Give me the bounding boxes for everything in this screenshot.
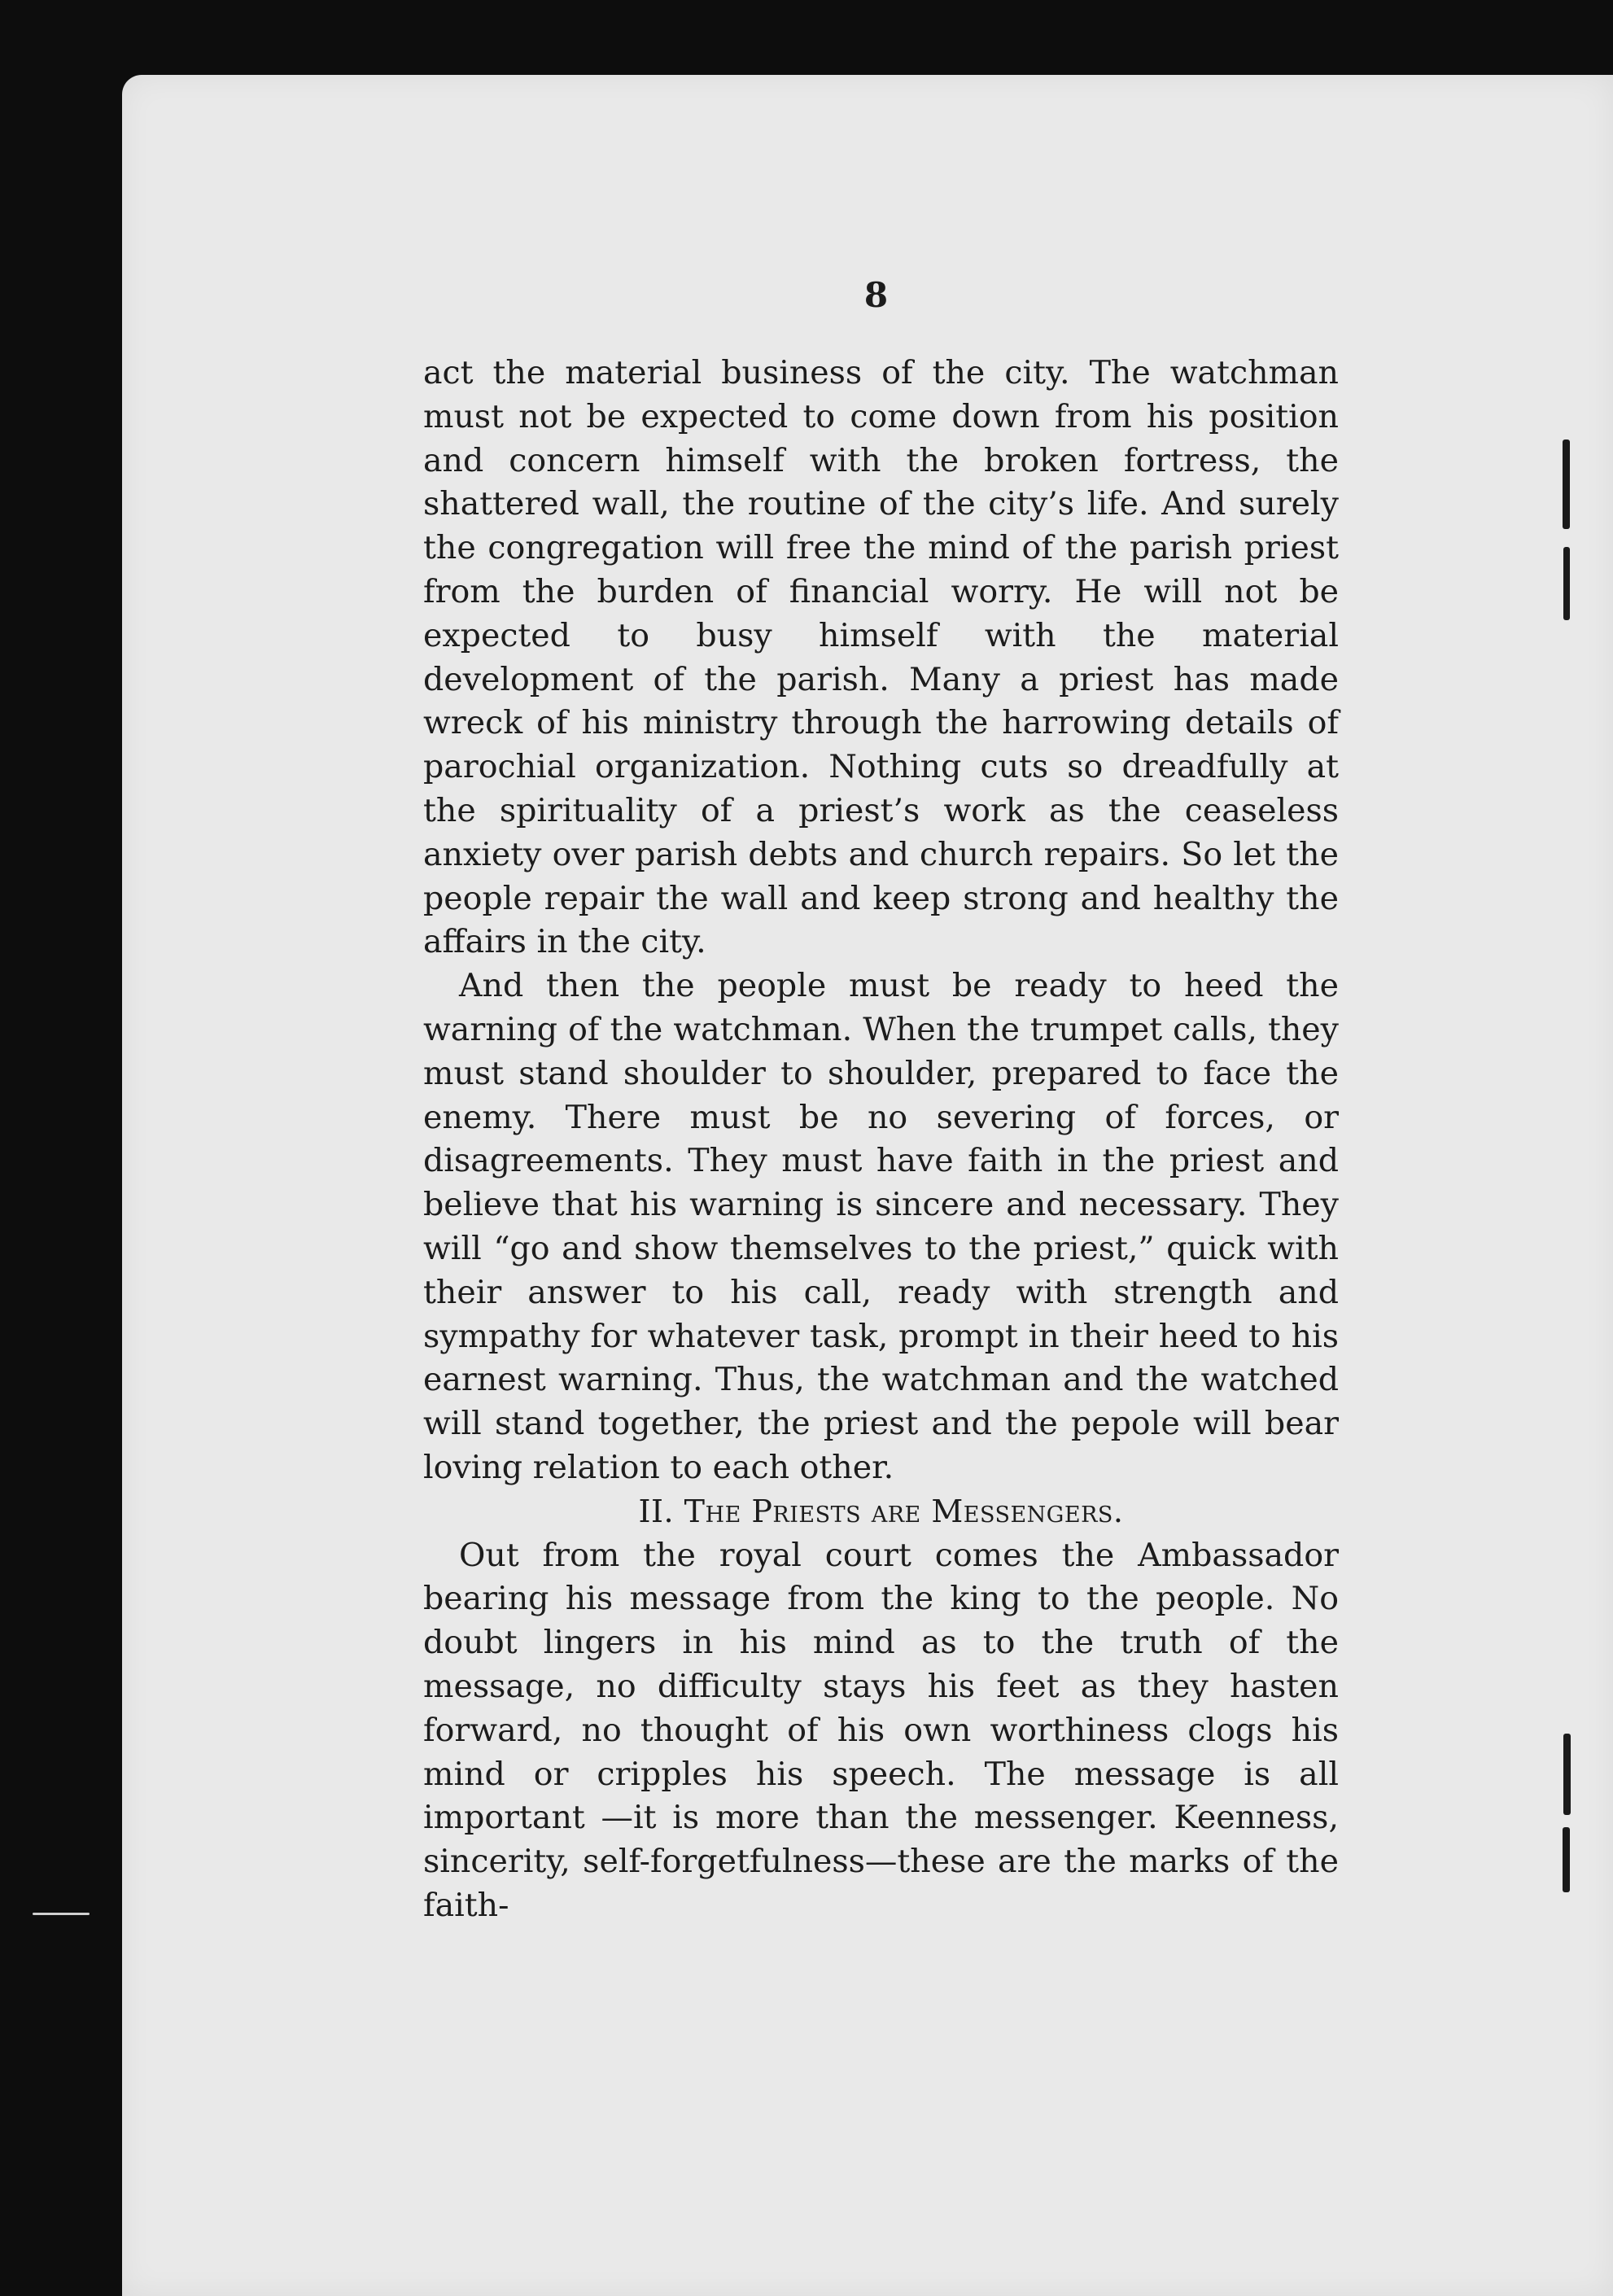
scan-mark (1563, 547, 1570, 620)
paragraph: Out from the royal court comes the Ambassador bearing his message from the king to the people. No doubt lingers in his mind as to the truth of the message, no difficulty stays his feet as they hasten forward, no thought of his own worthiness clogs his mind or cripples his speech. The message is all important —it is more than the messenger. Keenness, sincerity, self-forgetfulness—these are the marks of the faith- (423, 1536, 1339, 1924)
scan-mark (1563, 1827, 1570, 1892)
body-text (423, 352, 1339, 1928)
scan-mark (1563, 1734, 1571, 1815)
page-number: 8 (863, 275, 889, 315)
paragraph: act the material business of the city. The watchman must not be expected to come down from his position and concern himself with the broken fortress, the shattered wall, the routine of the city’s life. And surely the congregation will free the mind of the parish priest from the burden of financial worry. He will not be expected to busy himself with the material development of the parish. Many a priest has made wreck of his ministry through the harrowing details of parochial organization. Nothing cuts so dreadfully at the spirituality of a priest’s work as the ceaseless anxiety over parish debts and church repairs. So let the people repair the wall and keep strong and healthy the affairs in the city. (423, 354, 1339, 961)
scan-mark (33, 1913, 90, 1915)
scan-mark (1563, 440, 1570, 529)
section-heading: II. The Priests are Messengers. (638, 1493, 1124, 1529)
paragraph: And then the people must be ready to heed the warning of the watchman. When the trumpet calls, they must stand shoulder to shoulder, prepared to face the enemy. There must be no severing of forces, or disagreements. They must have faith in the priest and believe that his warning is sincere and necessary. They will “go and show themselves to the priest,” quick with their answer to his call, ready with strength and sympathy for whatever task, prompt in their heed to his earnest warning. Thus, the watchman and the watched will stand together, the priest and the pepole will bear loving relation to each other. (423, 967, 1339, 1486)
